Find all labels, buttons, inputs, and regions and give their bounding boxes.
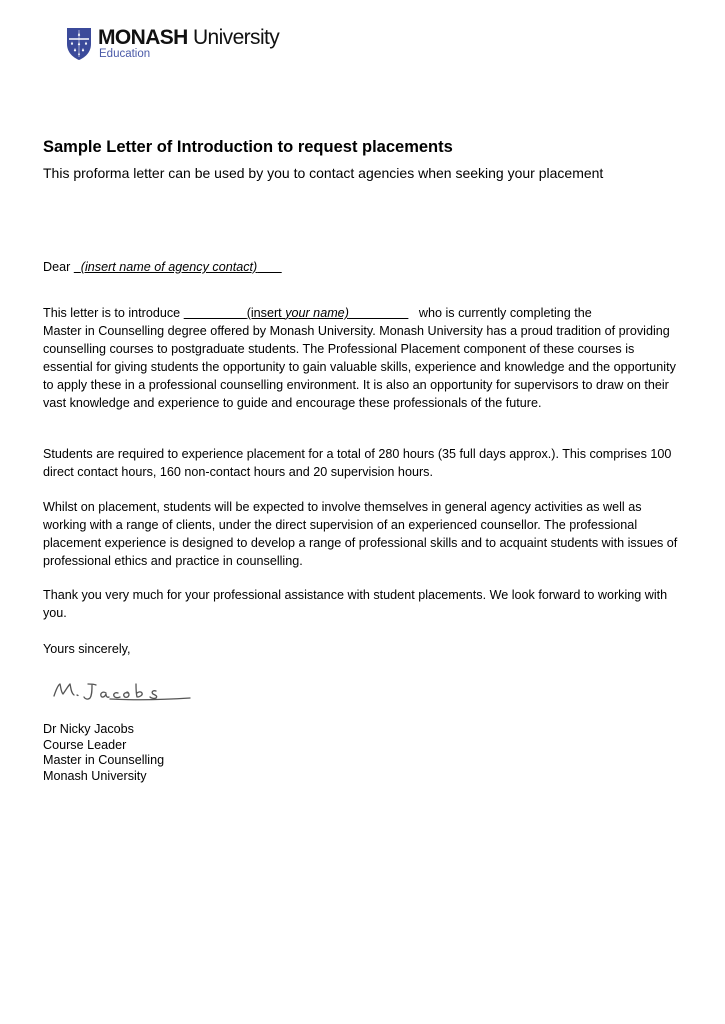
signatory-role: Course Leader xyxy=(43,737,127,752)
intro-first-line: This letter is to introduce (insert your name) who is currently completing the xyxy=(43,306,592,320)
hours-paragraph: Students are required to experience placement for a total of 280 hours (35 full days approx.). This comprises 100 direct contact hours, 160 non-contact hours and 20 supervision hours. xyxy=(43,447,672,479)
logo-faculty: Education xyxy=(99,48,151,60)
signatory-name: Dr Nicky Jacobs xyxy=(43,722,134,736)
placement-paragraph: Whilst on placement, students will be expected to involve themselves in general agency activities as well as working with a range of clients, under the direct supervision of an experienced counsellor. The professional placement experience is designed to develop a range of professional skills and to acquaint students with issues of professional ethics and practice in counselling. xyxy=(43,500,678,568)
handwritten-signature xyxy=(50,676,200,712)
intro-body: Master in Counselling degree offered by Monash University. Monash University has a proud tradition of providing counselling courses to postgraduate students. The Professional Placement component of these courses is essential for giving students the opportunity to gain valuable skills, experience and knowledge and the opportunity to apply these in a professional counselling environment. It is also an opportunity for supervisors to draw on their vast knowledge and experience to guide and encourage these professionals of the future. xyxy=(43,324,676,410)
closing-salutation: Yours sincerely, xyxy=(43,642,131,656)
signatory-institution: Monash University xyxy=(43,768,147,783)
salutation-prefix: Dear xyxy=(43,260,74,274)
student-name-placeholder: (insert your name) xyxy=(246,306,349,320)
intro-paragraph xyxy=(43,304,683,412)
signatory-program: Master in Counselling xyxy=(43,753,165,767)
monash-crest-icon xyxy=(66,27,92,61)
salutation-line xyxy=(43,258,683,276)
logo-wordmark: MONASH University xyxy=(98,26,280,49)
monash-logo xyxy=(66,26,280,66)
agency-contact-placeholder: (insert name of agency contact) xyxy=(80,260,258,274)
page-subtitle: This proforma letter can be used by you to contact agencies when seeking your placement xyxy=(43,165,604,181)
thanks-paragraph: Thank you very much for your professional assistance with student placements. We look forward to working with you. xyxy=(43,588,668,620)
signatory-block xyxy=(43,722,164,784)
page-title: Sample Letter of Introduction to request placements xyxy=(43,138,453,156)
